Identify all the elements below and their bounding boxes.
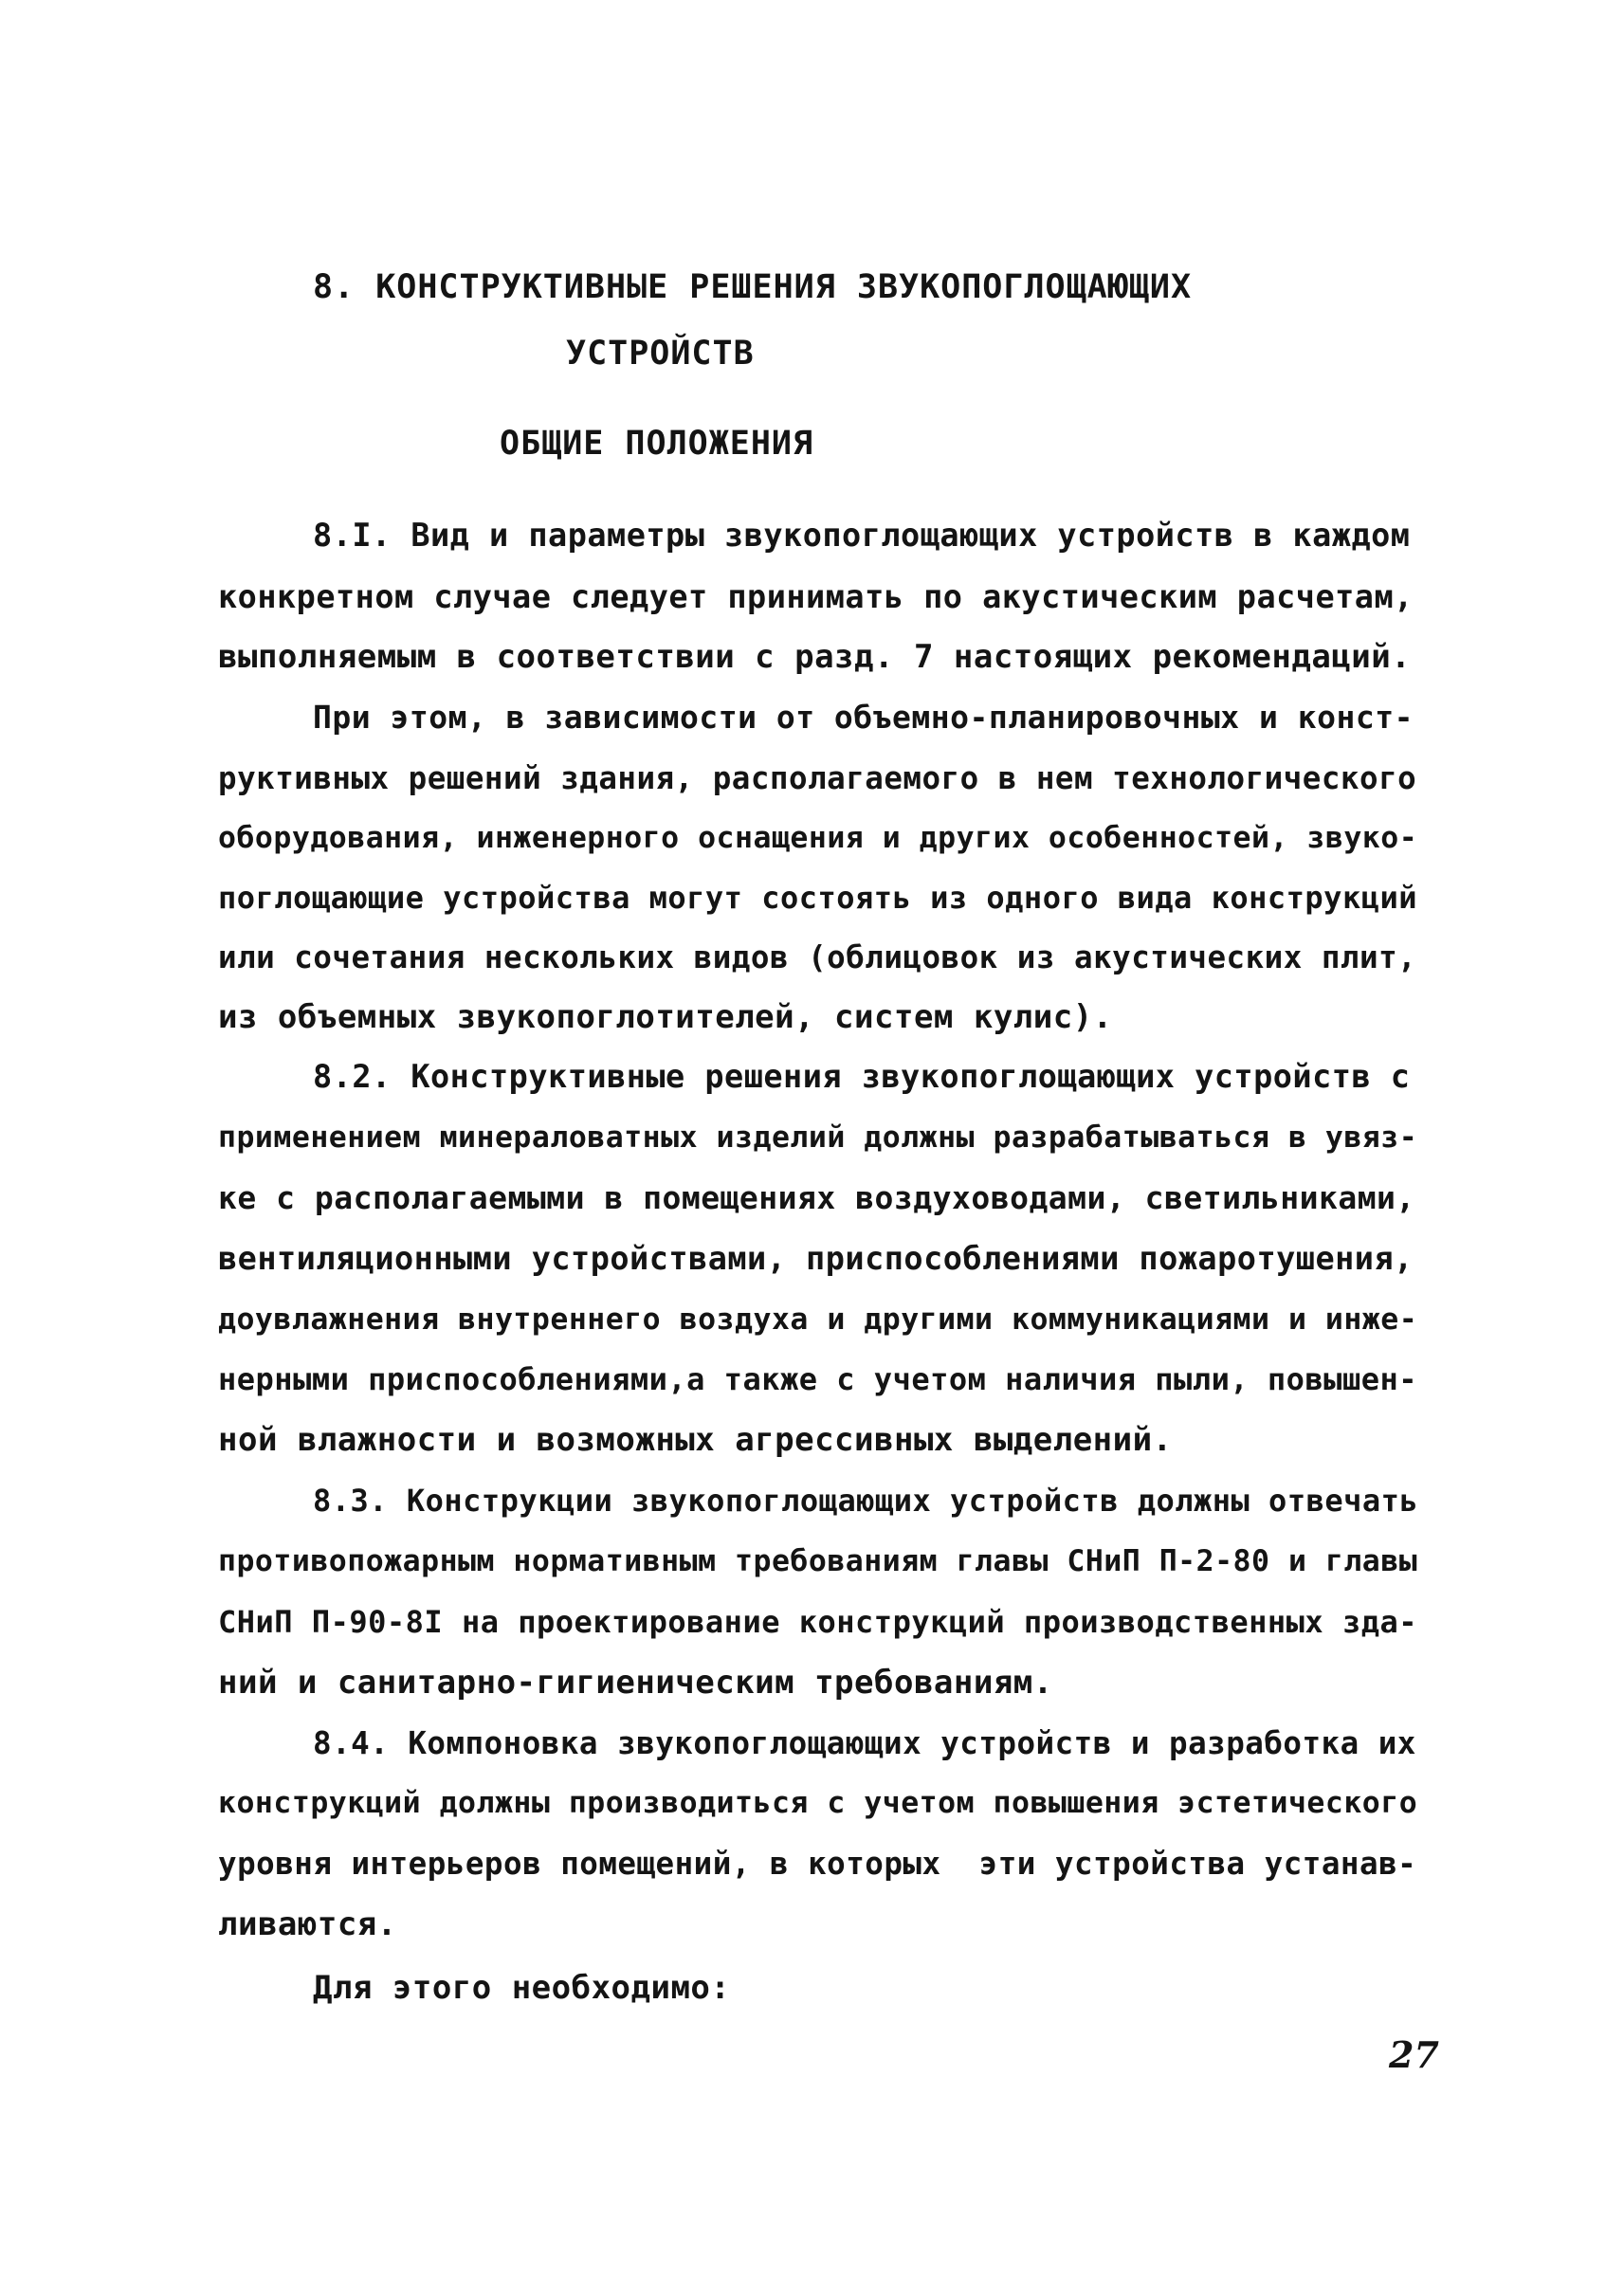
paragraph-line: СНиП П-90-8I на проектирование конструкций производственных зда- [218,1604,1417,1640]
paragraph-line: применением минераловатных изделий должны разрабатываться в увяз- [218,1120,1418,1155]
paragraph-line: руктивных решений здания, располагаемого в нем технологического [218,760,1417,796]
paragraph-line: оборудования, инженерного оснащения и других особенностей, звуко- [218,821,1418,855]
paragraph-line: ке с располагаемыми в помещениях воздуховодами, светильниками, [218,1179,1415,1216]
paragraph-line: 8.2. Конструктивные решения звукопоглощающих устройств с [313,1058,1411,1095]
paragraph-line: уровня интерьеров помещений, в которых эти устройства устанав- [218,1846,1417,1882]
paragraph-line: поглощающие устройства могут состоять из одного вида конструкций [218,880,1417,916]
section-subtitle: ОБЩИЕ ПОЛОЖЕНИЯ [500,425,814,463]
paragraph-line: 8.3. Конструкции звукопоглощающих устройств должны отвечать [313,1483,1419,1519]
paragraph-line: ной влажности и возможных агрессивных выделений. [218,1421,1173,1459]
section-title-line-2: УСТРОЙСТВ [566,335,755,373]
page-number: 27 [1389,2033,1439,2076]
paragraph-line: нерными приспособлениями,а также с учетом наличия пыли, повышен- [218,1361,1417,1397]
paragraph-line: доувлажнения внутреннего воздуха и другими коммуникациями и инже- [218,1302,1418,1337]
paragraph-line: или сочетания нескольких видов (облицовок из акустических плит, [218,939,1417,975]
paragraph-line: ливаются. [218,1905,397,1943]
paragraph-line: При этом, в зависимости от объемно-планировочных и конст- [313,699,1414,736]
section-title-line-1: 8. КОНСТРУКТИВНЫЕ РЕШЕНИЯ ЗВУКОПОГЛОЩАЮЩИХ [313,268,1193,306]
paragraph-line: конкретном случае следует принимать по акустическим расчетам, [218,578,1414,615]
paragraph-line: Для этого необходимо: [313,1969,731,2007]
paragraph-line: 8.I. Вид и параметры звукопоглощающих устройств в каждом [313,517,1411,554]
paragraph-line: вентиляционными устройствами, приспособлениями пожаротушения, [218,1240,1414,1277]
paragraph-line: конструкций должны производиться с учетом повышения эстетического [218,1786,1418,1820]
paragraph-line: противопожарным нормативным требованиям главы СНиП П-2-80 и главы [218,1544,1418,1578]
paragraph-line: выполняемым в соответствии с разд. 7 настоящих рекомендаций. [218,638,1412,676]
paragraph-line: 8.4. Компоновка звукопоглощающих устройств и разработка их [313,1725,1416,1761]
paragraph-line: из объемных звукопоглотителей, систем кулис). [218,998,1113,1036]
paragraph-line: ний и санитарно-гигиеническим требованиям. [218,1664,1053,1702]
